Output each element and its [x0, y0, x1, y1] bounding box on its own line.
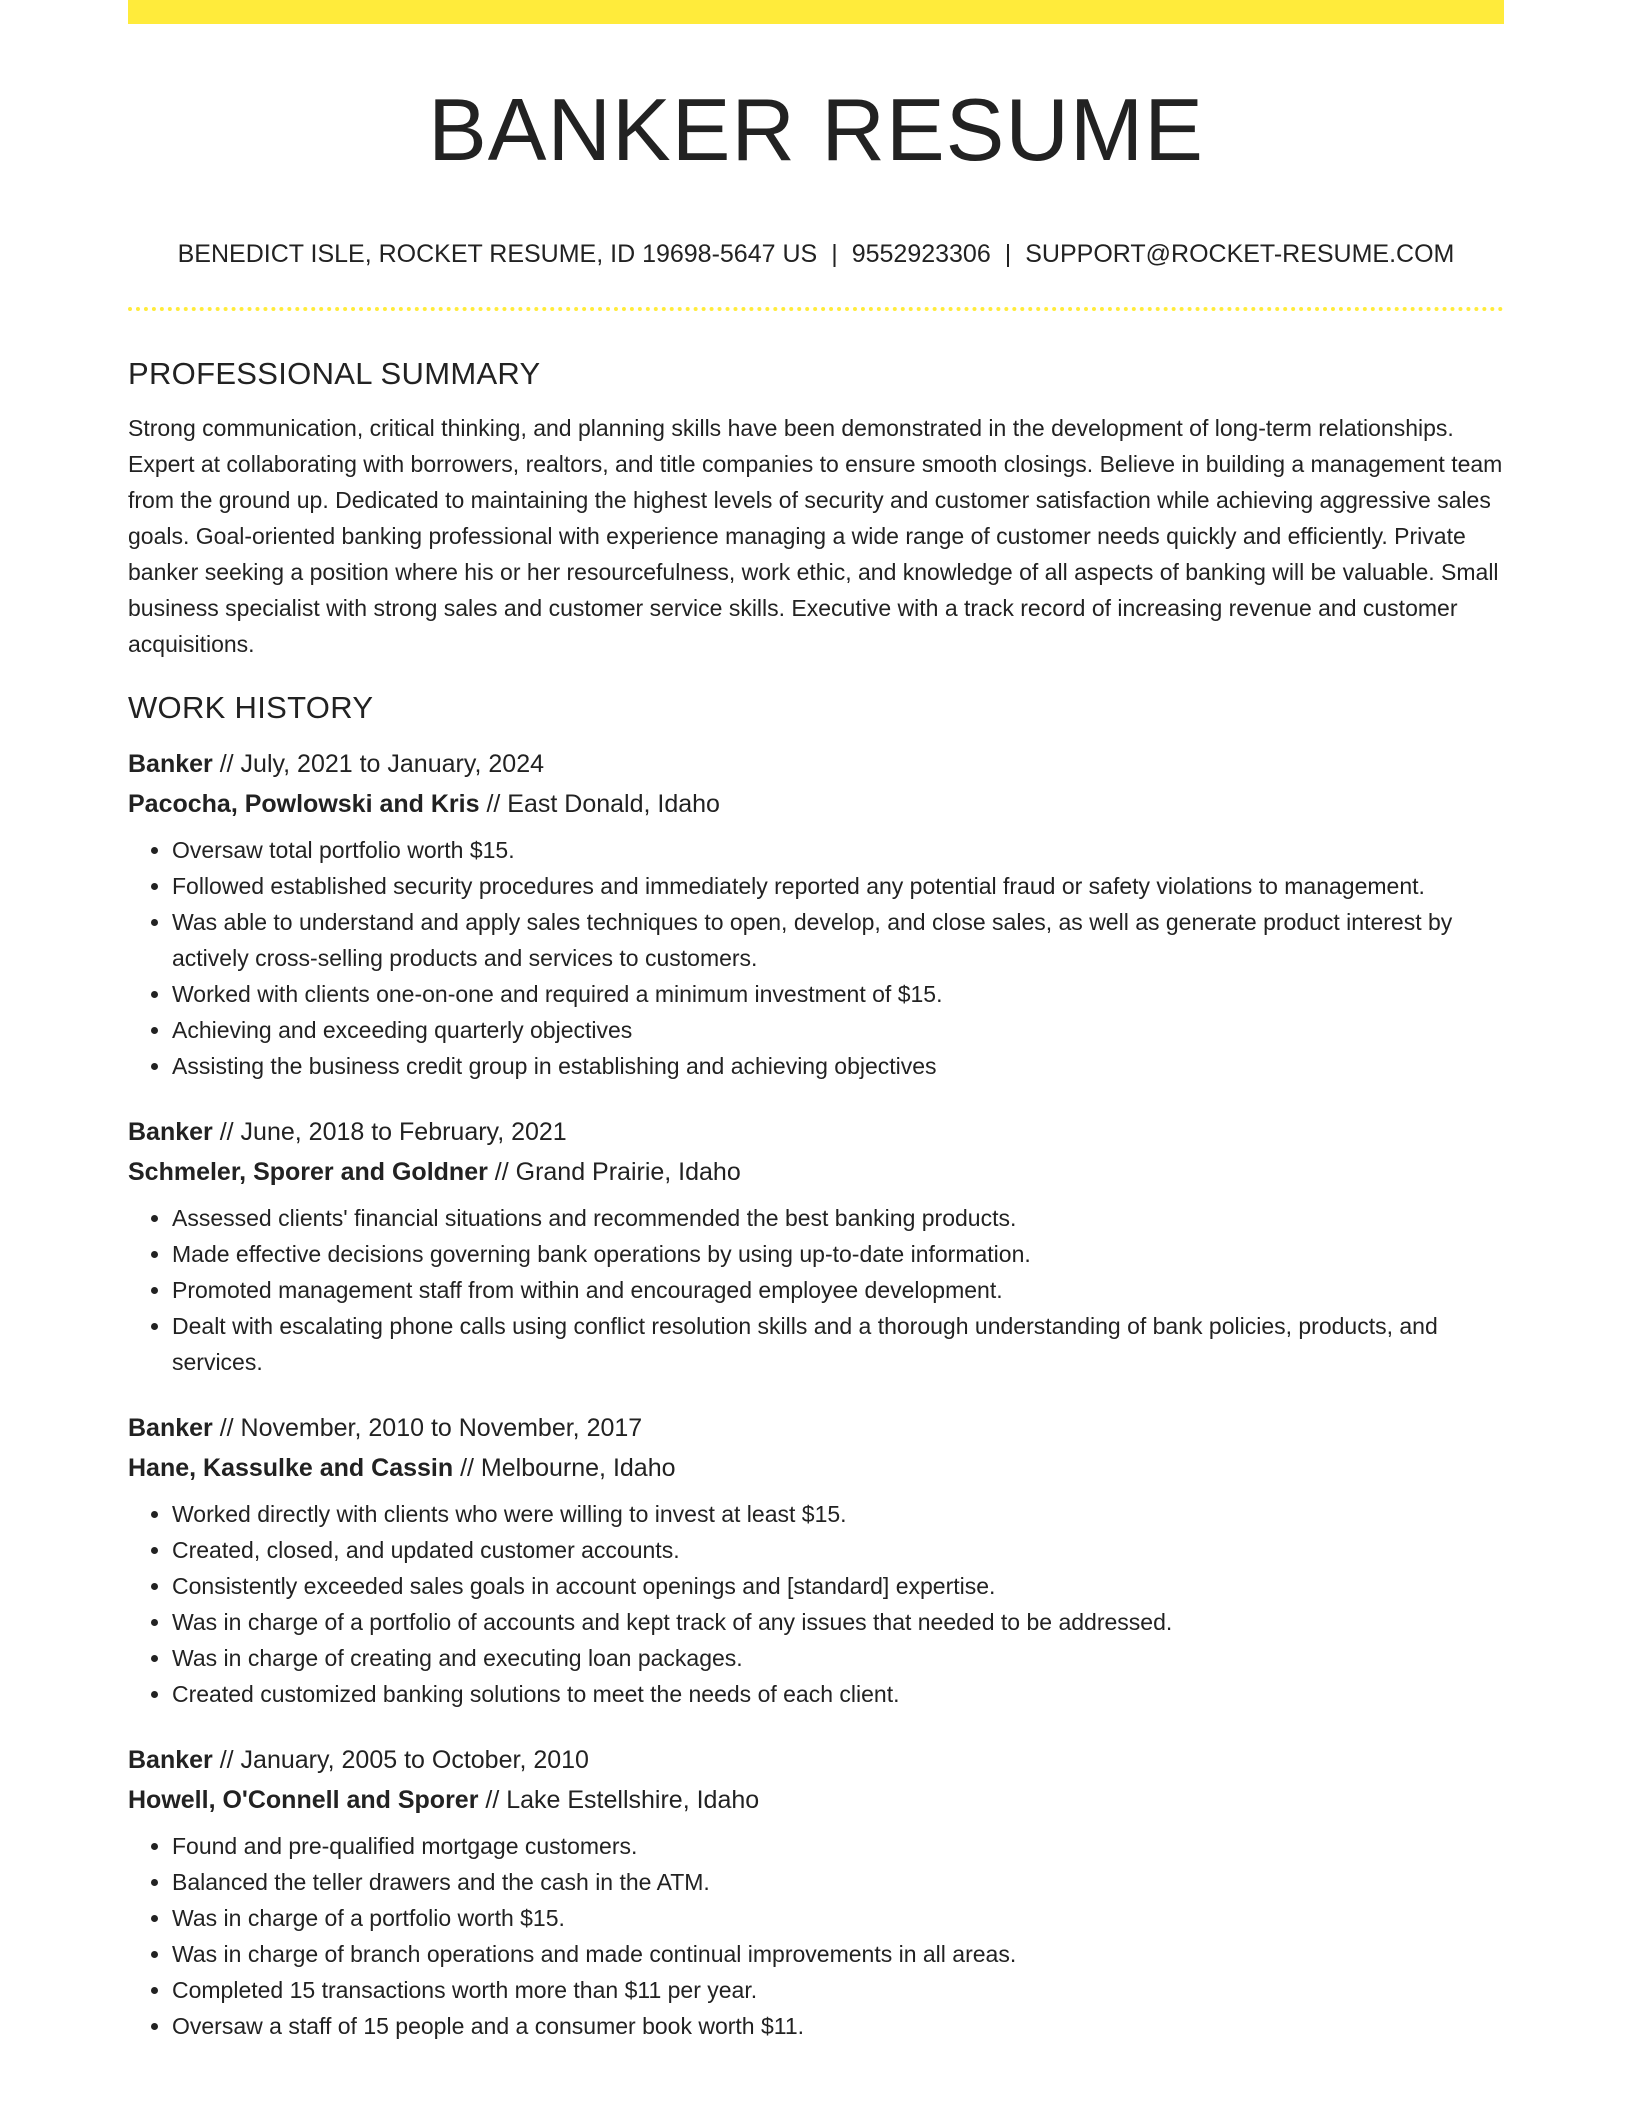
job-bullets	[128, 832, 1504, 1084]
job-title: Banker	[128, 1118, 213, 1146]
job-dates: // June, 2018 to February, 2021	[219, 1118, 567, 1146]
job-bullet: • Found and pre-qualified mortgage customers.	[172, 1828, 1504, 1864]
job-company-line	[128, 1152, 1504, 1192]
job-title-line	[128, 1408, 1504, 1448]
work-history-list	[128, 744, 1504, 2044]
job-bullet: • Completed 15 transactions worth more than $11 per year.	[172, 1972, 1504, 2008]
job-bullets	[128, 1200, 1504, 1380]
job-dates: // November, 2010 to November, 2017	[219, 1414, 643, 1442]
job-title: Banker	[128, 750, 213, 778]
job-company: Howell, O'Connell and Sporer	[128, 1786, 479, 1814]
job-title-line	[128, 744, 1504, 784]
job-title: Banker	[128, 1746, 213, 1774]
contact-separator: |	[831, 240, 838, 268]
job-dates: // July, 2021 to January, 2024	[219, 750, 544, 778]
job-company: Pacocha, Powlowski and Kris	[128, 790, 480, 818]
job-entry	[128, 1408, 1504, 1712]
work-history-heading: WORK HISTORY	[128, 690, 374, 725]
job-bullet: • Consistently exceeded sales goals in account openings and [standard] expertise.	[172, 1568, 1504, 1604]
job-dates: // January, 2005 to October, 2010	[219, 1746, 589, 1774]
job-company: Hane, Kassulke and Cassin	[128, 1454, 454, 1482]
job-company-line	[128, 1448, 1504, 1488]
job-bullet: • Was in charge of branch operations and made continual improvements in all areas.	[172, 1936, 1504, 1972]
job-bullet: • Assessed clients' financial situations and recommended the best banking products.	[172, 1200, 1504, 1236]
resume-title: BANKER RESUME	[428, 80, 1204, 179]
job-company-line	[128, 1780, 1504, 1820]
job-bullet: • Worked directly with clients who were willing to invest at least $15.	[172, 1496, 1504, 1532]
job-location: // East Donald, Idaho	[486, 790, 720, 818]
contact-email: SUPPORT@ROCKET-RESUME.COM	[1025, 240, 1455, 268]
job-bullet: • Was in charge of creating and executing loan packages.	[172, 1640, 1504, 1676]
job-bullet: • Promoted management staff from within and encouraged employee development.	[172, 1272, 1504, 1308]
job-bullet: • Dealt with escalating phone calls using conflict resolution skills and a thorough understanding of bank policies, products, and services.	[172, 1308, 1504, 1380]
job-company-line	[128, 784, 1504, 824]
summary-text: Strong communication, critical thinking, and planning skills have been demonstrated in the development of long-term relationships. Expert at collaborating with borrowers, realtors, and title companies to ensure smooth closings. Believe in building a management team from the ground up. Dedicated to maintaining the highest levels of security and customer satisfaction while achieving aggressive sales goals. Goal-oriented banking professional with experience managing a wide range of customer needs quickly and efficiently. Private banker seeking a position where his or her resourcefulness, work ethic, and knowledge of all aspects of banking will be valuable. Small business specialist with strong sales and customer service skills. Executive with a track record of increasing revenue and customer acquisitions.	[128, 415, 1503, 657]
top-accent-bar	[128, 0, 1504, 24]
job-bullet: • Made effective decisions governing bank operations by using up-to-date information.	[172, 1236, 1504, 1272]
job-bullet: • Was in charge of a portfolio worth $15.	[172, 1900, 1504, 1936]
dotted-divider	[128, 307, 1504, 311]
job-bullet: • Was able to understand and apply sales techniques to open, develop, and close sales, as well as generate product interest by actively cross-selling products and services to customers.	[172, 904, 1504, 976]
job-entry	[128, 1112, 1504, 1380]
job-bullet: • Assisting the business credit group in establishing and achieving objectives	[172, 1048, 1504, 1084]
job-bullet: • Followed established security procedures and immediately reported any potential fraud or safety violations to management.	[172, 868, 1504, 904]
contact-separator: |	[1004, 240, 1012, 268]
job-bullet: • Created customized banking solutions to meet the needs of each client.	[172, 1676, 1504, 1712]
job-company: Schmeler, Sporer and Goldner	[128, 1158, 488, 1186]
job-bullets	[128, 1828, 1504, 2044]
job-bullet: • Oversaw a staff of 15 people and a consumer book worth $11.	[172, 2008, 1504, 2044]
job-location: // Melbourne, Idaho	[460, 1454, 676, 1482]
job-entry	[128, 744, 1504, 1084]
contact-address: BENEDICT ISLE, ROCKET RESUME, ID 19698-5647 US	[177, 240, 818, 268]
job-bullet: • Created, closed, and updated customer accounts.	[172, 1532, 1504, 1568]
job-location: // Grand Prairie, Idaho	[494, 1158, 741, 1186]
job-title-line	[128, 1112, 1504, 1152]
job-title: Banker	[128, 1414, 213, 1442]
job-location: // Lake Estellshire, Idaho	[485, 1786, 760, 1814]
job-title-line	[128, 1740, 1504, 1780]
contact-line	[128, 236, 1504, 272]
job-bullet: • Achieving and exceeding quarterly objectives	[172, 1012, 1504, 1048]
job-bullet: • Was in charge of a portfolio of accounts and kept track of any issues that needed to be addressed.	[172, 1604, 1504, 1640]
job-bullets	[128, 1496, 1504, 1712]
job-bullet: • Worked with clients one-on-one and required a minimum investment of $15.	[172, 976, 1504, 1012]
job-entry	[128, 1740, 1504, 2044]
summary-heading: PROFESSIONAL SUMMARY	[128, 356, 541, 391]
job-bullet: • Balanced the teller drawers and the cash in the ATM.	[172, 1864, 1504, 1900]
job-bullet: • Oversaw total portfolio worth $15.	[172, 832, 1504, 868]
contact-phone: 9552923306	[851, 240, 991, 268]
resume-body	[128, 352, 1504, 2072]
